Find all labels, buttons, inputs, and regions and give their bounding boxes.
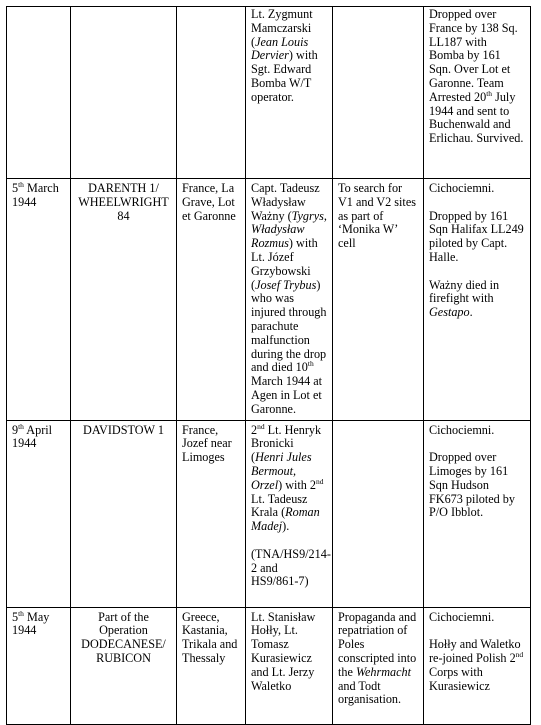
italic-text: Jean Louis Dervier — [251, 34, 309, 63]
location-cell: Greece, Kastania, Trikala and Thessaly — [177, 607, 246, 724]
date-suffix: th — [18, 180, 24, 189]
personnel-text — [251, 611, 327, 694]
text-run: Cichociemni. — [429, 609, 495, 624]
text-run: Cichociemni. — [429, 422, 495, 437]
task-cell — [333, 7, 424, 179]
text-run: Lt. Tadeusz Krala ( — [251, 491, 308, 520]
italic-text: Tygrys, Władysław Rozmus — [251, 208, 327, 251]
text-run: Dropped over Limoges by 161 Sqn Hudson FK673 piloted by P/O Ibblot. — [429, 450, 515, 520]
task-cell: To search for V1 and V2 sites as part of ‘Monika W’ cell — [333, 179, 424, 421]
superscript-text: th — [307, 359, 314, 369]
italic-text: Henri Jules Bermout, Orzel — [251, 450, 312, 492]
operations-table-body — [7, 7, 531, 725]
location-cell — [177, 7, 246, 179]
date-cell — [7, 607, 71, 724]
notes-paragraph — [429, 182, 525, 196]
text-run: Capt. Tadeusz Władysław Ważny ( — [251, 181, 320, 223]
text-run: . — [469, 305, 473, 320]
location-cell: France, Jozef near Limoges — [177, 420, 246, 607]
text-run: Ważny died in firefight with — [429, 277, 500, 306]
date-cell — [7, 420, 71, 607]
superscript-text: nd — [515, 649, 524, 659]
operation-cell: DARENTH 1/ WHEELWRIGHT 84 — [71, 179, 177, 421]
operations-table — [6, 6, 531, 725]
text-run: 2 — [251, 422, 258, 437]
notes-cell — [424, 420, 531, 607]
italic-text: Roman Madej — [251, 505, 320, 534]
personnel-cell — [246, 179, 333, 421]
personnel-cell — [246, 607, 333, 724]
date-rest: April 1944 — [12, 422, 53, 451]
location-cell: France, La Grave, Lot et Garonne — [177, 179, 246, 421]
italic-text: Josef Trybus — [255, 277, 317, 292]
text-run: Cichociemni. — [429, 181, 495, 195]
date-day: 9 — [12, 422, 19, 437]
archive-reference: (TNA/HS9/214-2 and HS9/861-7) — [251, 546, 331, 589]
text-run: Propaganda and repatriation of Poles conscripted into the — [338, 609, 417, 679]
text-run: ) who was injured through parachute malfunction during the drop and died 10 — [251, 277, 327, 375]
superscript-text: nd — [257, 421, 265, 431]
operation-cell — [71, 7, 177, 179]
date-day: 5 — [12, 609, 19, 624]
notes-paragraph — [429, 424, 525, 438]
date-day: 5 — [12, 181, 19, 195]
personnel-cell — [246, 420, 333, 607]
table-row — [7, 420, 531, 607]
notes-paragraph — [429, 611, 525, 625]
text-run: Lt. Zygmunt Mamczarski ( — [251, 7, 313, 49]
text-run: Lt. Henryk Bronicki ( — [251, 422, 322, 465]
notes-paragraph — [429, 210, 525, 265]
personnel-text — [251, 421, 327, 534]
notes-paragraph — [429, 451, 525, 520]
date-rest: March 1944 — [12, 181, 59, 209]
personnel-text — [251, 182, 327, 417]
task-cell — [333, 420, 424, 607]
text-run: March 1944 at Agen in Lot et Garonne. — [251, 374, 323, 416]
text-run: Dropped over France by 138 Sq. LL187 with Bomba by 161 Sqn. Over Lot et Garonne. Team Arrested 20 — [429, 7, 518, 104]
date-suffix: th — [18, 608, 24, 618]
date-cell — [7, 7, 71, 179]
operation-cell: DAVIDSTOW 1 — [71, 420, 177, 607]
text-run: Lt. Stanisław Hołły, Lt. Tomasz Kurasiewicz and Lt. Jerzy Waletko — [251, 609, 316, 693]
text-run: ) with Sgt. Edward Bomba W/T operator. — [251, 48, 318, 104]
date-rest: May 1944 — [12, 609, 50, 638]
text-run: ) with Lt. Józef Grzybowski ( — [251, 236, 318, 292]
superscript-text: nd — [316, 476, 324, 486]
operation-cell: Part of the Operation DODECANESE/ RUBICON — [71, 607, 177, 724]
notes-cell — [424, 179, 531, 421]
task-text — [338, 611, 418, 708]
notes-paragraph — [429, 638, 525, 693]
italic-text: Wehrmacht — [355, 664, 412, 679]
date-cell — [7, 179, 71, 421]
notes-cell — [424, 607, 531, 724]
table-row — [7, 7, 531, 179]
personnel-cell — [246, 7, 333, 179]
table-row — [7, 179, 531, 421]
date-suffix: th — [18, 421, 24, 431]
text-run: Corps with Kurasiewicz — [429, 664, 490, 693]
notes-cell — [424, 7, 531, 179]
text-run: ). — [282, 519, 290, 534]
table-row — [7, 607, 531, 724]
text-run: ) with 2 — [278, 477, 317, 492]
text-run: Dropped by 161 Sqn Halifax LL249 piloted by Capt. Halle. — [429, 208, 524, 264]
notes-paragraph — [429, 8, 525, 146]
italic-text: Gestapo — [429, 305, 470, 320]
text-run: and Todt organisation. — [338, 678, 402, 707]
task-cell — [333, 607, 424, 724]
personnel-text — [251, 8, 327, 105]
text-run: Hołły and Waletko re-joined Polish 2 — [429, 637, 521, 665]
superscript-text: th — [486, 88, 493, 98]
text-run: July 1944 and sent to Buchenwald and Erlichau. Survived. — [429, 89, 524, 146]
notes-paragraph — [429, 279, 525, 320]
